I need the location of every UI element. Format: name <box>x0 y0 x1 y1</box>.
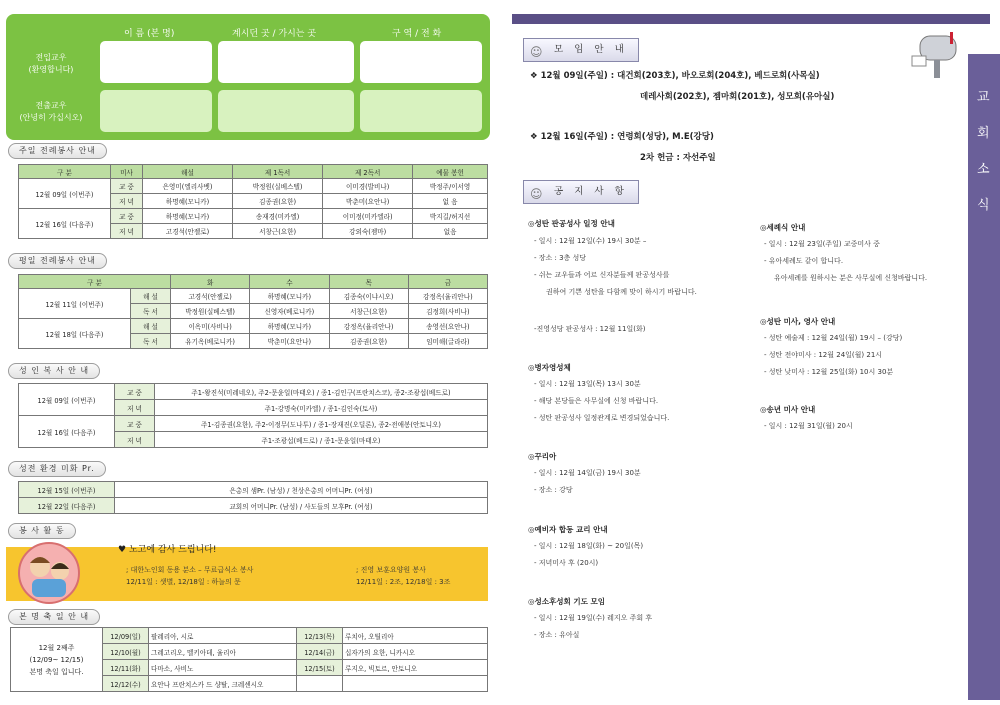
cell: 은영미(엘리사벳) <box>143 179 233 194</box>
notice-line: - 일시 : 12월 12일(수) 19시 30분 – <box>534 237 647 245</box>
meetings-line3: ❖ 12월 16일(주일) : 연령회(성당), M.E(강당) <box>530 132 714 142</box>
sunday-title: 주일 전례봉사 안내 <box>8 143 107 159</box>
row-date: 12월 18일 (다음주) <box>19 319 131 349</box>
right-panel <box>512 6 1000 700</box>
feast-names: 십자가의 요한, 니카시오 <box>343 644 488 660</box>
cell: 강정옥(율리안나) <box>408 289 487 304</box>
row-date: 12월 16일 (다음주) <box>19 209 111 239</box>
notice-line: -진영성당 판공성사 : 12월 11일(화) <box>534 325 646 333</box>
feast-date: 12/15(토) <box>297 660 343 676</box>
incoming-label: 전입교우 (환영합니다) <box>28 53 74 74</box>
cell: 하명혜(모니카) <box>143 194 233 209</box>
cell: 하명혜(모니카) <box>250 289 329 304</box>
notice-line: 유아세례를 원하시는 분은 사무실에 신청바랍니다. <box>774 274 928 282</box>
row-mass: 저 녁 <box>111 194 143 209</box>
person-icon: ☺ <box>530 45 547 59</box>
row-date: 12월 16일 (다음주) <box>19 416 115 448</box>
feast-date: 12/11(화) <box>103 660 149 676</box>
table-row <box>19 416 488 432</box>
outgoing-area-cell[interactable] <box>360 90 482 132</box>
table-row <box>19 209 488 224</box>
eucharist-table <box>18 383 488 448</box>
notice-line: - 장소 : 강당 <box>534 486 573 494</box>
row-mass: 저 녁 <box>115 432 155 448</box>
notices-title: ☺ 공 지 사 항 <box>523 180 639 204</box>
feast-names: 다마소, 사비노 <box>149 660 297 676</box>
meetings-line4: 2차 헌금 : 자선주일 <box>640 153 716 163</box>
cell: 강정옥(율리안나) <box>329 319 408 334</box>
table-row <box>19 482 488 498</box>
th-thu: 목 <box>329 275 408 289</box>
table-header <box>19 165 488 179</box>
cell: 주1-강명숙(미카엘) / 종1-김인숙(토사) <box>155 400 488 416</box>
row-mass: 교 중 <box>111 209 143 224</box>
incoming-place-cell[interactable] <box>218 41 354 83</box>
meetings-line2: 데레사회(202호), 젬마회(201호), 성모회(유아실) <box>640 92 835 102</box>
mailbox-icon <box>910 28 966 80</box>
cell: 없 음 <box>413 194 488 209</box>
feast-names <box>343 676 488 692</box>
row-date: 12월 11일 (이번주) <box>19 289 131 319</box>
cell: 서창근(요한) <box>233 224 323 239</box>
volunteer-item2: ; 진영 보훈요양원 봉사 <box>356 566 426 574</box>
row-role: 독 서 <box>131 334 171 349</box>
notice-title: ◎세례식 안내 <box>760 223 806 232</box>
notice-line: - 일시 : 12월 18일(화) ~ 20일(목) <box>534 542 644 550</box>
cell: 이옥미(사비나) <box>171 319 250 334</box>
outgoing-label: 전출교우 (안녕히 가십시오) <box>19 101 83 122</box>
cell: 박정주/이서영 <box>413 179 488 194</box>
notice-line: - 일시 : 12월 23일(주일) 교중미사 중 <box>764 240 880 248</box>
notice-title: ◎병자영성체 <box>528 363 571 372</box>
notice-line: - 일시 : 12월 19일(수) 레지오 주회 후 <box>534 614 653 622</box>
cell: 김종권(요한) <box>233 194 323 209</box>
side-char: 식 <box>977 198 990 213</box>
header-place: 계시던 곳 / 가시는 곳 <box>232 29 317 39</box>
th-wed: 수 <box>250 275 329 289</box>
th-division: 구 분 <box>19 165 111 179</box>
feast-names: 루치아, 오틸리아 <box>343 628 488 644</box>
weekday-title: 평일 전례봉사 안내 <box>8 253 107 269</box>
feast-names: 요안나 프란치스카 드 샹탈, 크레센시오 <box>149 676 297 692</box>
cell: 김종권(요한) <box>329 334 408 349</box>
cell: 없음 <box>413 224 488 239</box>
cell: 김정희(사비나) <box>408 304 487 319</box>
notice-line: - 장소 : 3층 성당 <box>534 254 587 262</box>
feast-date: 12/14(금) <box>297 644 343 660</box>
pr-table <box>18 481 488 514</box>
feast-date: 12/09(일) <box>103 628 149 644</box>
cell: 박정원(실베스텔) <box>233 179 323 194</box>
row-date: 12월 15일 (이번주) <box>19 482 115 498</box>
parishioner-box <box>6 14 490 140</box>
notice-line: - 성탄 낮미사 : 12월 25일(화) 10시 30분 <box>764 368 894 376</box>
side-char: 회 <box>977 126 990 141</box>
feast-title: 본 명 축 일 안 내 <box>8 609 100 625</box>
feast-label: 12월 2째주 (12/09~ 12/15) 본명 축일 입니다. <box>11 628 103 692</box>
cell: 하명혜(모니카) <box>143 209 233 224</box>
cell: 고경석(안젤로) <box>171 289 250 304</box>
person-icon: ☺ <box>530 187 547 201</box>
row-mass: 저 녁 <box>111 224 143 239</box>
feast-names: 그레고리오, 멜키아데, 율리아 <box>149 644 297 660</box>
cell: 강외숙(젬마) <box>323 224 413 239</box>
side-char: 소 <box>977 162 990 177</box>
notice-line: - 일시 : 12월 31일(월) 20시 <box>764 422 853 430</box>
row-mass: 교 중 <box>115 416 155 432</box>
cell: 박춘미(요안나) <box>323 194 413 209</box>
notice-line: - 장소 : 유아실 <box>534 631 580 639</box>
th-division: 구 분 <box>19 275 171 289</box>
feast-names: 팔레리아, 시로 <box>149 628 297 644</box>
cell: 서창근(요한) <box>329 304 408 319</box>
th-comment: 해설 <box>143 165 233 179</box>
volunteer-box <box>6 547 488 601</box>
row-date: 12월 22일 (다음주) <box>19 498 115 514</box>
row-role: 해 설 <box>131 319 171 334</box>
row-role: 해 설 <box>131 289 171 304</box>
table-row <box>19 179 488 194</box>
feast-table <box>10 627 488 692</box>
volunteer-title: 봉 사 활 동 <box>8 523 76 539</box>
row-mass: 교 중 <box>111 179 143 194</box>
side-char: 교 <box>977 90 990 105</box>
table-row <box>19 498 488 514</box>
side-bar <box>968 54 1000 700</box>
cell: 교회의 어머니Pr. (남성) / 사도들의 모후Pr. (여성) <box>115 498 488 514</box>
notice-line: - 성탄 판공성사 일정관계로 변경되었습니다. <box>534 414 670 422</box>
cell: 김종숙(이냐시오) <box>329 289 408 304</box>
cell: 주1-김종권(요한), 주2-이정무(도나투) / 종1-장재진(오딜론), 종2-전애봉(안토니오) <box>155 416 488 432</box>
table-row <box>19 319 488 334</box>
header-area: 구 역 / 전 화 <box>392 29 442 39</box>
th-offering: 예물 봉헌 <box>413 165 488 179</box>
notice-title: ◎송년 미사 안내 <box>760 405 816 414</box>
table-row <box>11 628 488 644</box>
notice-line: - 유아세례도 같이 합니다. <box>764 257 844 265</box>
cell: 주1-왕진석(미레네오), 주2-문윤일(마태오) / 종1-김인구(프란치스코), 종2-조광섭(베드로) <box>155 384 488 400</box>
notice-title: ◎성탄 미사, 영사 안내 <box>760 317 836 326</box>
pr-title: 성전 환경 미화 Pr. <box>8 461 106 477</box>
notice-line: 권하여 기쁜 성탄을 다함께 맞이 하시기 바랍니다. <box>546 288 697 296</box>
th-reading1: 제 1독서 <box>233 165 323 179</box>
outgoing-place-cell[interactable] <box>218 90 354 132</box>
notice-line: - 저녁미사 후 (20시) <box>534 559 599 567</box>
top-bar <box>512 14 990 24</box>
cell: 송영선(요안나) <box>408 319 487 334</box>
left-panel <box>6 6 490 700</box>
row-date: 12월 09일 (이번주) <box>19 179 111 209</box>
cell: 이미경(발비나) <box>323 179 413 194</box>
feast-date: 12/13(목) <box>297 628 343 644</box>
thanks-text: ♥ 노고에 감사 드립니다! <box>118 545 217 555</box>
volunteer-item2-sub: 12/11일 : 2조, 12/18일 : 3조 <box>356 578 451 586</box>
notice-line: - 일시 : 12월 13일(목) 13시 30분 <box>534 380 641 388</box>
th-tue: 화 <box>171 275 250 289</box>
heart-icon: ♥ <box>118 545 127 555</box>
meetings-title: ☺ 모 임 안 내 <box>523 38 639 62</box>
notice-title: ◎예비자 합동 교리 안내 <box>528 525 608 534</box>
th-reading2: 제 2독서 <box>323 165 413 179</box>
notice-title: ◎꾸리아 <box>528 452 557 461</box>
notice-line: - 일시 : 12월 14일(금) 19시 30분 <box>534 469 641 477</box>
cell: 박춘미(요안나) <box>250 334 329 349</box>
feast-date: 12/12(수) <box>103 676 149 692</box>
cell: 하명혜(모니카) <box>250 319 329 334</box>
outgoing-name-cell[interactable] <box>100 90 212 132</box>
cell: 고경석(안젤로) <box>143 224 233 239</box>
row-mass: 교 중 <box>115 384 155 400</box>
cell: 박정원(실베스텔) <box>171 304 250 319</box>
cell: 박지길/허지선 <box>413 209 488 224</box>
volunteer-item1-sub: 12/11일 : 샛별, 12/18일 : 하늘의 문 <box>126 578 241 586</box>
cell: 이미정(미카엘라) <box>323 209 413 224</box>
notice-line: - 성탄 전야미사 : 12월 24일(월) 21시 <box>764 351 883 359</box>
cell: 임미해(글라라) <box>408 334 487 349</box>
th-mass: 미사 <box>111 165 143 179</box>
row-role: 독 서 <box>131 304 171 319</box>
cell: 신영자(베로니카) <box>250 304 329 319</box>
cell: 주1-조광섭(베드로) / 종1-문윤일(마태오) <box>155 432 488 448</box>
row-date: 12월 09일 (이번주) <box>19 384 115 416</box>
cell: 은총의 샘Pr. (남성) / 천상은총의 어머니Pr. (여성) <box>115 482 488 498</box>
cell: 유기옥(베로니카) <box>171 334 250 349</box>
feast-date: 12/10(월) <box>103 644 149 660</box>
notice-title: ◎성소후성회 기도 모임 <box>528 597 605 606</box>
cell: 송재경(미카엘) <box>233 209 323 224</box>
row-mass: 저 녁 <box>115 400 155 416</box>
notice-line: - 쉬는 교우들과 어르 신자분들께 판공성사를 <box>534 271 670 279</box>
weekday-table <box>18 274 488 349</box>
table-row <box>19 384 488 400</box>
incoming-area-cell[interactable] <box>360 41 482 83</box>
feast-names: 루지오, 빅토르, 안토니오 <box>343 660 488 676</box>
table-header <box>19 275 488 289</box>
notice-title: ◎성탄 판공성사 일정 안내 <box>528 219 615 228</box>
eucharist-title: 성 인 복 사 안 내 <box>8 363 100 379</box>
notice-line: - 성탄 예술제 : 12월 24일(월) 19시 – (강당) <box>764 334 903 342</box>
th-fri: 금 <box>408 275 487 289</box>
feast-date <box>297 676 343 692</box>
sunday-table <box>18 164 488 239</box>
volunteer-item1: ; 대한노인회 동용 분소 – 무료급식소 봉사 <box>126 566 254 574</box>
notice-line: - 해당 본당들은 사무실에 신청 바랍니다. <box>534 397 659 405</box>
meetings-line1: ❖ 12월 09일(주일) : 대건회(203호), 바오로회(204호), 베드로회(사목실) <box>530 71 820 81</box>
incoming-name-cell[interactable] <box>100 41 212 83</box>
volunteers-illustration-icon <box>10 541 88 605</box>
header-name: 이 름 (본 명) <box>124 29 175 39</box>
table-row <box>19 289 488 304</box>
